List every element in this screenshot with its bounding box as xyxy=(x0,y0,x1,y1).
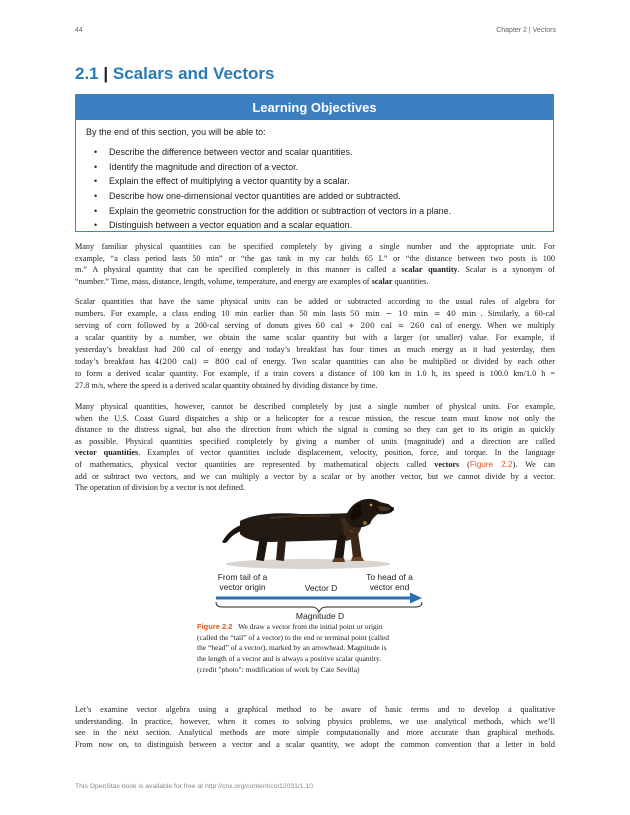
figure-2-2-illustration xyxy=(200,494,440,624)
term-vector-quantities: vector quantities xyxy=(75,448,139,458)
text-line: of mathematics, physical vector quantities are represented by mathematical objects called vectors (Figure 2.2). We can xyxy=(75,459,556,469)
text-line: understanding. In practice, however, when it comes to solving physics problems, we use analytical methods, which we’ll xyxy=(75,716,555,726)
objective-item: • Explain the geometric construction for the addition or subtraction of vectors in a plane. xyxy=(94,204,451,219)
vector-arrowhead xyxy=(410,593,422,604)
math-expression: 50 min − 10 min = 40 min xyxy=(349,308,477,318)
math-expression: 60 cal + 200 cal = 260 cal xyxy=(315,321,442,331)
text-line: m.” A physical quantity that can be specified completely in this manner is called a scalar quantity. Scalar is a synonym of xyxy=(75,265,555,275)
head-label: To head of a vector end xyxy=(366,572,413,592)
caption-line: (credit "photo": modification of work by Cate Sevilla) xyxy=(197,664,360,674)
figure-caption: Figure 2.2 We draw a vector from the initial point or origin (called the “tail” of a vector) to the end or terminal point (called the “head” of a vector), marked by an arrowhead. Magnitude is the length of a vector and is always a positive scalar quantity. (credit "photo": modification of work by Cate Sevilla) xyxy=(197,622,447,676)
figure-2-2-link[interactable]: Figure 2.2 xyxy=(469,459,513,469)
page-number: 44 xyxy=(75,27,83,34)
text-line: Many familiar physical quantities can be specified completely by giving a single number and the appropriate unit. For xyxy=(75,242,555,251)
chapter-header: Chapter 2 | Vectors xyxy=(496,27,556,34)
text-line: as possible. Physical quantities specified completely by giving a number of units (magnitude) and a direction are called xyxy=(75,436,555,446)
text-line: yesterday’s breakfast had 200 cal of energy and today’s breakfast has four times as much energy as it had yesterday, then xyxy=(75,344,555,354)
text-line: 27.8 m/s, where the speed is a derived scalar quantity obtained by dividing distance by time. xyxy=(75,380,378,390)
text-line: serving of corn followed by a 200-cal serving of donuts gives 60 cal + 200 cal = 260 cal of energy. When we multiply xyxy=(75,321,555,331)
text-line: Many physical quantities, however, cannot be described completely by just a single number of physical units. For example, xyxy=(75,402,555,411)
learning-objectives-heading: Learning Objectives xyxy=(76,95,553,120)
learning-objectives-intro: By the end of this section, you will be able to: xyxy=(86,127,266,137)
text-line: when the U.S. Coast Guard dispatches a ship or a helicopter for a rescue mission, the rescue team must know not only the xyxy=(75,413,555,423)
section-title xyxy=(75,64,274,84)
text-line: to form a derived scalar quantity. For example, if a train covers a distance of 100 km in 1.0 h, its speed is 100.0 km/1.0 h = xyxy=(75,369,555,379)
objective-item: • Describe how one-dimensional vector quantities are added or subtracted. xyxy=(94,189,451,204)
text-line: From now on, to distinguish between a vector and a scalar quantity, we adopt the common convention that a letter in bold xyxy=(75,739,555,749)
text-line: The operation of division by a vector is not defined. xyxy=(75,483,246,493)
magnitude-label: Magnitude D xyxy=(295,611,345,621)
tail-label: From tail of a vector origin xyxy=(217,572,268,592)
caption-line: the “head” of a vector), marked by an arrowhead. Magnitude is xyxy=(197,643,387,653)
term-vectors: vectors xyxy=(434,459,460,469)
vector-d-label: Vector D xyxy=(304,583,338,593)
text-line: vector quantities. Examples of vector quantities include displacement, velocity, position, force, and torque. In the language xyxy=(75,448,555,458)
text-line: today’s breakfast has 4(200 cal) = 800 cal of energy. Two scalar quantities can also be multiplied or divided by each other xyxy=(75,357,555,367)
learning-objectives-box xyxy=(75,94,554,232)
caption-line: the length of a vector and is always a positive scalar quantity. xyxy=(197,654,382,664)
text-line: see in the next section. Analytical methods are more simple computationally and more accurate than graphical methods. xyxy=(75,728,555,738)
bold-term: scalar quantity xyxy=(401,265,458,275)
figure-label: Figure 2.2 xyxy=(197,622,233,631)
learning-objectives-list xyxy=(94,145,451,233)
text-line: a scalar quantity by a number, we obtain the same scalar quantity but with a larger (or smaller) value. For example, if xyxy=(75,333,555,343)
section-title-text: Scalars and Vectors xyxy=(112,64,275,83)
section-separator: | xyxy=(103,64,109,83)
text-line: Let’s examine vector algebra using a graphical method to be aware of basic terms and to develop a qualitative xyxy=(75,705,555,714)
paragraph-4 xyxy=(75,704,555,750)
objective-item: • Identify the magnitude and direction of a vector. xyxy=(94,160,451,175)
text-line: “number.” Time, mass, distance, length, volume, temperature, and energy are examples of scalar quantities. xyxy=(75,276,429,286)
paragraph-3 xyxy=(75,401,555,494)
text-line: Scalar quantities that have the same physical units can be added or subtracted according to the usual rules of algebra for xyxy=(75,297,555,306)
bold-term: scalar xyxy=(371,276,393,286)
text-line: add or subtract two vectors, and we can multiply a vector by a scalar or by another vector, but we cannot divide by a vector. xyxy=(75,471,555,481)
dog-photo xyxy=(222,499,394,562)
section-number: 2.1 xyxy=(75,64,99,83)
footer: This OpenStax book is available for free at http://cnx.org/content/col12031/1.10 xyxy=(75,783,314,790)
objective-item: • Explain the effect of multiplying a vector quantity by a scalar. xyxy=(94,174,451,189)
text-line: numbers. For example, a class ending 10 min earlier than 50 min lasts 50 min − 10 min = 40 min . Similarly, a 60-cal xyxy=(75,308,555,318)
text-line: example, “a class period lasts 50 min” or “the gas tank in my car holds 65 L” or “the distance between two posts is 100 xyxy=(75,253,555,263)
math-expression: 4(200 cal) = 800 cal xyxy=(154,357,247,367)
caption-line: (called the “tail” of a vector) to the end or terminal point (called xyxy=(197,632,389,642)
objective-item: • Describe the difference between vector and scalar quantities. xyxy=(94,145,451,160)
paragraph-1 xyxy=(75,241,555,287)
text-line: distance to the distress signal, but also the direction from which the signal is coming so they can get to its origin as quickly xyxy=(75,425,555,435)
objective-item: • Distinguish between a vector equation and a scalar equation. xyxy=(94,218,451,233)
paragraph-2 xyxy=(75,296,555,392)
dog-shadow xyxy=(226,559,390,569)
